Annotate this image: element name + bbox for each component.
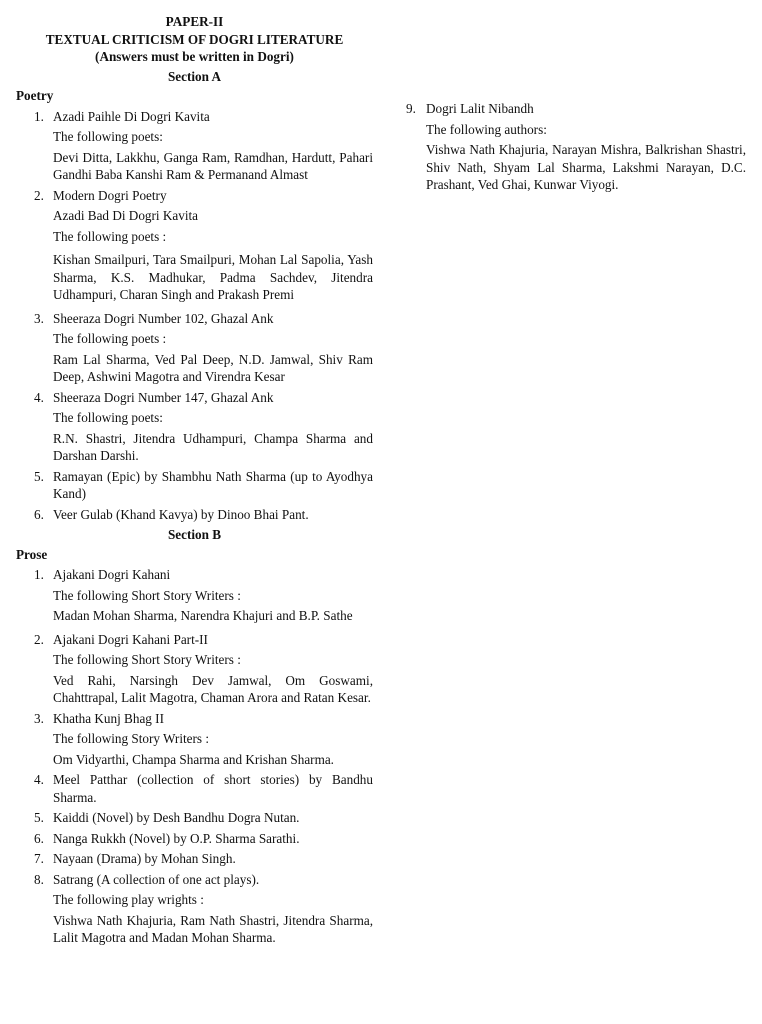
list-item: 4. Meel Patthar (collection of short stories) by Bandhu Sharma. xyxy=(34,772,373,805)
list-item: 1. Azadi Paihle Di Dogri Kavita The following poets: Devi Ditta, Lakkhu, Ganga Ram, Ramdhan, Hardutt, Pahari Gandhi Baba Kanshi Ram & Permanand Almast xyxy=(34,108,373,182)
list-item: 2. Ajakani Dogri Kahani Part-II The following Short Story Writers : Ved Rahi, Narsingh Dev Jamwal, Om Goswami, Chahttrapal, Lalit Magotra, Chaman Arora and Ratan Kesar. xyxy=(34,631,373,705)
list-item: 5. Ramayan (Epic) by Shambhu Nath Sharma (up to Ayodhya Kand) xyxy=(34,468,373,501)
list-item: 8. Satrang (A collection of one act plays). The following play wrights : Vishwa Nath Khajuria, Ram Nath Shastri, Jitendra Sharma, Lalit Magotra and Madan Mohan Sharma. xyxy=(34,871,373,945)
item-title: Ajakani Dogri Kahani xyxy=(53,567,171,582)
item-title: Sheeraza Dogri Number 102, Ghazal Ank xyxy=(53,310,274,326)
prose-list xyxy=(16,566,373,947)
item-title: Ramayan (Epic) by Shambhu Nath Sharma (up to Ayodhya Kand) xyxy=(53,468,373,501)
item-title: Satrang (A collection of one act plays). xyxy=(53,871,260,887)
list-item: 5. Kaiddi (Novel) by Desh Bandhu Dogra Nutan. xyxy=(16,809,373,827)
prose-heading: Prose xyxy=(16,546,48,562)
paper-label: PAPER-II xyxy=(165,14,224,29)
list-item: 4. Sheeraza Dogri Number 147, Ghazal Ank The following poets: R.N. Shastri, Jitendra Udhampuri, Champa Sharma and Darshan Darshi. xyxy=(34,389,373,463)
item-names: Vishwa Nath Khajuria, Ram Nath Shastri, Jitendra Sharma, Lalit Magotra and Madan Mohan Sharma. xyxy=(53,912,373,945)
item-title: Kaiddi (Novel) by Desh Bandhu Dogra Nutan. xyxy=(53,810,300,825)
item-names: Vishwa Nath Khajuria, Narayan Mishra, Balkrishan Shastri, Shiv Nath, Shyam Lal Sharma, Lakshmi Narayan, D.C. Prashant, Ved Ghai, Kunwar Viyogi. xyxy=(426,142,746,192)
language-note: (Answers must be written in Dogri) xyxy=(95,49,294,64)
item-title: Sheeraza Dogri Number 147, Ghazal Ank xyxy=(53,389,274,405)
item-names: Ram Lal Sharma, Ved Pal Deep, N.D. Jamwal, Shiv Ram Deep, Ashwini Magotra and Virendra Kesar xyxy=(53,351,373,384)
item-title: Azadi Paihle Di Dogri Kavita xyxy=(53,108,210,124)
item-subheading: The following poets : xyxy=(53,228,167,244)
item-names: Devi Ditta, Lakkhu, Ganga Ram, Ramdhan, Hardutt, Pahari Gandhi Baba Kanshi Ram & Permanand Almast xyxy=(53,149,373,182)
item-names: R.N. Shastri, Jitendra Udhampuri, Champa Sharma and Darshan Darshi. xyxy=(53,430,373,463)
list-item: 9. Dogri Lalit Nibandh The following authors: Vishwa Nath Khajuria, Narayan Mishra, Balkrishan Shastri, Shiv Nath, Shyam Lal Sharma, Lakshmi Narayan, D.C. Prashant, Ved Ghai, Kunwar Viyogi. xyxy=(406,101,746,192)
section-b-heading: Section B xyxy=(167,527,222,542)
list-item: 6. Nanga Rukkh (Novel) by O.P. Sharma Sarathi. xyxy=(16,830,373,848)
item-title: Meel Patthar (collection of short stories) by Bandhu Sharma. xyxy=(53,772,373,805)
item-subheading: The following Short Story Writers : xyxy=(53,587,241,603)
item-title-2: Azadi Bad Di Dogri Kavita xyxy=(53,208,199,223)
right-column xyxy=(406,100,746,197)
item-title: Ajakani Dogri Kahani Part-II xyxy=(53,631,208,647)
item-title: Dogri Lalit Nibandh xyxy=(426,101,534,116)
list-item: 3. Sheeraza Dogri Number 102, Ghazal Ank The following poets : Ram Lal Sharma, Ved Pal Deep, N.D. Jamwal, Shiv Ram Deep, Ashwini Magotra and Virendra Kesar xyxy=(34,310,373,384)
item-subheading: The following poets: xyxy=(53,410,163,425)
item-names: Madan Mohan Sharma, Narendra Khajuri and B.P. Sathe xyxy=(53,608,353,623)
item-names: Om Vidyarthi, Champa Sharma and Krishan Sharma. xyxy=(53,751,334,767)
item-subheading: The following Story Writers : xyxy=(53,731,209,746)
item-subheading: The following authors: xyxy=(426,121,547,137)
list-item: 7. Nayaan (Drama) by Mohan Singh. xyxy=(16,850,373,868)
item-names: Kishan Smailpuri, Tara Smailpuri, Mohan Lal Sapolia, Yash Sharma, K.S. Madhukar, Padma Sachdev, Jitendra Udhampuri, Charan Singh and Prakash Premi xyxy=(53,252,373,302)
list-item: 2. Modern Dogri Poetry Azadi Bad Di Dogri Kavita The following poets : Kishan Smailpuri, Tara Smailpuri, Mohan Lal Sapolia, Yash Sharma, K.S. Madhukar, Padma Sachdev, Jitendra Udhampuri, Charan Singh and Prakash Premi xyxy=(34,187,373,302)
list-item: 6. Veer Gulab (Khand Kavya) by Dinoo Bhai Pant. xyxy=(16,506,373,524)
left-column xyxy=(16,13,373,950)
prose-list-continued xyxy=(406,100,746,194)
item-title: Modern Dogri Poetry xyxy=(53,187,167,203)
list-item: 1. Ajakani Dogri Kahani The following Short Story Writers : Madan Mohan Sharma, Narendra Khajuri and B.P. Sathe xyxy=(16,566,373,625)
poetry-heading: Poetry xyxy=(16,88,54,103)
item-title: Nanga Rukkh (Novel) by O.P. Sharma Sarathi. xyxy=(53,830,300,846)
list-item: 3. Khatha Kunj Bhag II The following Story Writers : Om Vidyarthi, Champa Sharma and Krishan Sharma. xyxy=(16,710,373,769)
item-subheading: The following play wrights : xyxy=(53,892,204,907)
item-names: Ved Rahi, Narsingh Dev Jamwal, Om Goswami, Chahttrapal, Lalit Magotra, Chaman Arora and Ratan Kesar. xyxy=(53,672,373,705)
item-title: Veer Gulab (Khand Kavya) by Dinoo Bhai Pant. xyxy=(53,506,309,522)
item-subheading: The following Short Story Writers : xyxy=(53,652,241,667)
item-subheading: The following poets: xyxy=(53,129,163,144)
paper-title: TEXTUAL CRITICISM OF DOGRI LITERATURE xyxy=(45,31,344,47)
section-a-heading: Section A xyxy=(167,68,222,84)
poetry-list xyxy=(16,108,373,524)
item-title: Nayaan (Drama) by Mohan Singh. xyxy=(53,851,236,866)
item-subheading: The following poets : xyxy=(53,331,167,346)
item-title: Khatha Kunj Bhag II xyxy=(53,710,164,726)
